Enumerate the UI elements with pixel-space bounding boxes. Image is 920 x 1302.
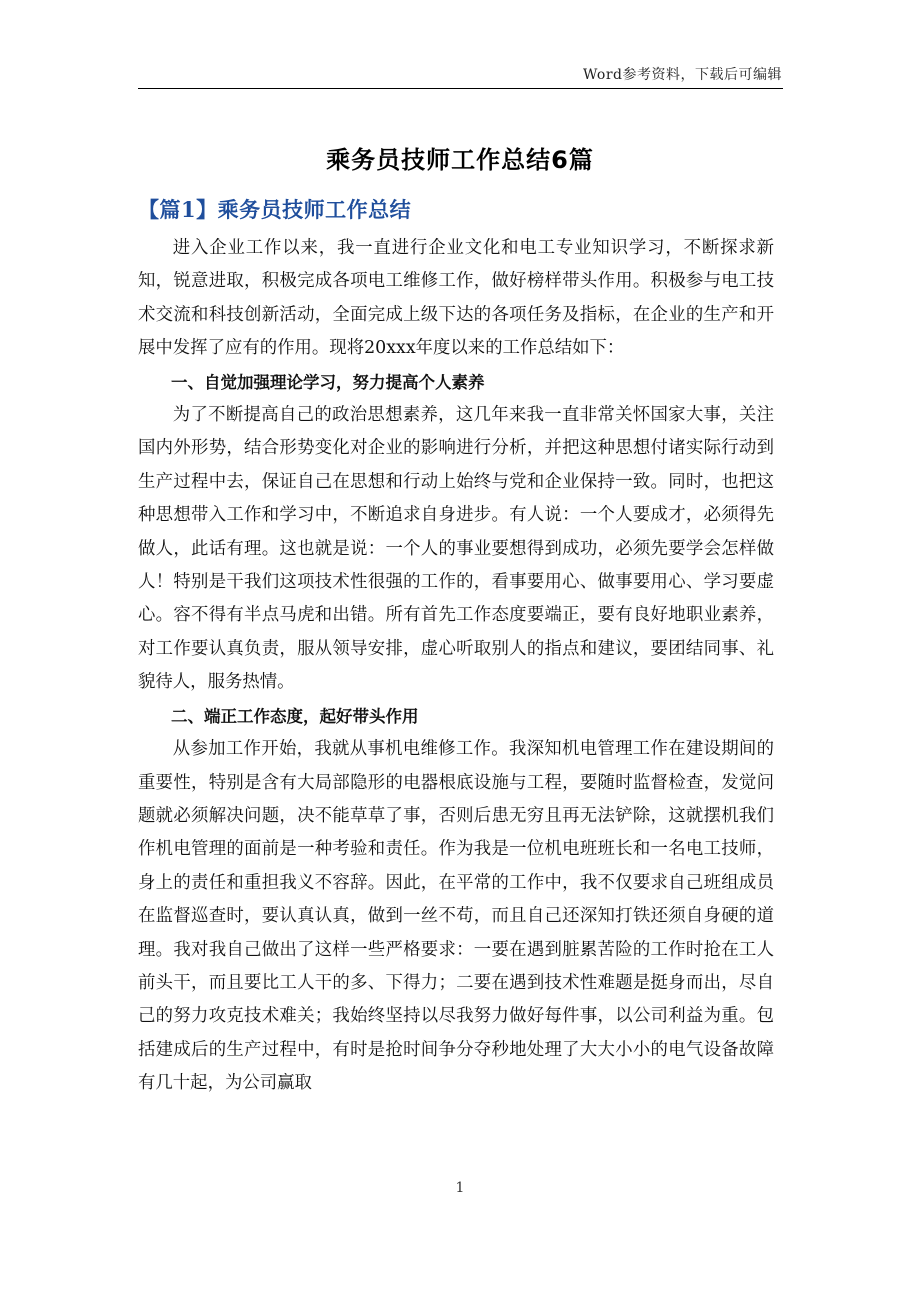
header-rule: [138, 88, 783, 89]
section-heading: 【篇1】乘务员技师工作总结: [138, 197, 412, 222]
paragraph: 进入企业工作以来，我一直进行企业文化和电工专业知识学习，不断探求新知，锐意进取，积极完成各项电工维修工作，做好榜样带头作用。积极参与电工技术交流和科技创新活动，全面完成上级下达的各项任务及指标，在企业的生产和开展中发挥了应有的作用。现将20xxx年度以来的工作总结如下：: [138, 238, 774, 359]
paragraph: 从参加工作开始，我就从事机电维修工作。我深知机电管理工作在建设期间的重要性，特别是含有大局部隐形的电器根底设施与工程，要随时监督检查，发觉问题就必须解决问题，决不能草草了事，否则后患无穷且再无法铲除，这就摆机我们作机电管理的面前是一种考验和责任。作为我是一位机电班班长和一名电工技师，身上的责任和重担我义不容辞。因此，在平常的工作中，我不仅要求自己班组成员在监督巡查时，要认真认真，做到一丝不苟，而且自己还深知打铁还须自身硬的道理。我对我自己做出了这样一些严格要求：一要在遇到脏累苦险的工作时抢在工人前头干，而且要比工人干的多、下得力；二要在遇到技术性难题是挺身而出，尽自己的努力攻克技术难关；我始终坚持以尽我努力做好每件事，以公司利益为重。包括建成后的生产过程中，有时是抢时间争分夺秒地处理了大大小小的电气设备故障有几十起，为公司赢取: [138, 739, 774, 1094]
document-title: 乘务员技师工作总结6篇: [326, 146, 594, 174]
page-number: 1: [455, 1180, 465, 1196]
paragraph: 为了不断提高自己的政治思想素养，这几年来我一直非常关怀国家大事，关注国内外形势，结合形势变化对企业的影响进行分析，并把这种思想付诸实际行动到生产过程中去，保证自己在思想和行动上始终与党和企业保持一致。同时，也把这种思想带入工作和学习中，不断追求自身进步。有人说：一个人要成才，必须得先做人，此话有理。这也就是说：一个人的事业要想得到成功，必须先要学会怎样做人！特别是干我们这项技术性很强的工作的，看事要用心、做事要用心、学习要虚心。容不得有半点马虎和出错。所有首先工作态度要端正，要有良好地职业素养，对工作要认真负责，服从领导安排，虚心听取别人的指点和建议，要团结同事、礼貌待人，服务热情。: [138, 405, 774, 693]
header-note: Word参考资料，下载后可编辑: [582, 67, 782, 83]
subheading: 二、端正工作态度，起好带头作用: [171, 706, 419, 726]
document-body: [138, 232, 774, 1101]
subheading: 一、自觉加强理论学习，努力提高个人素养: [171, 372, 485, 392]
